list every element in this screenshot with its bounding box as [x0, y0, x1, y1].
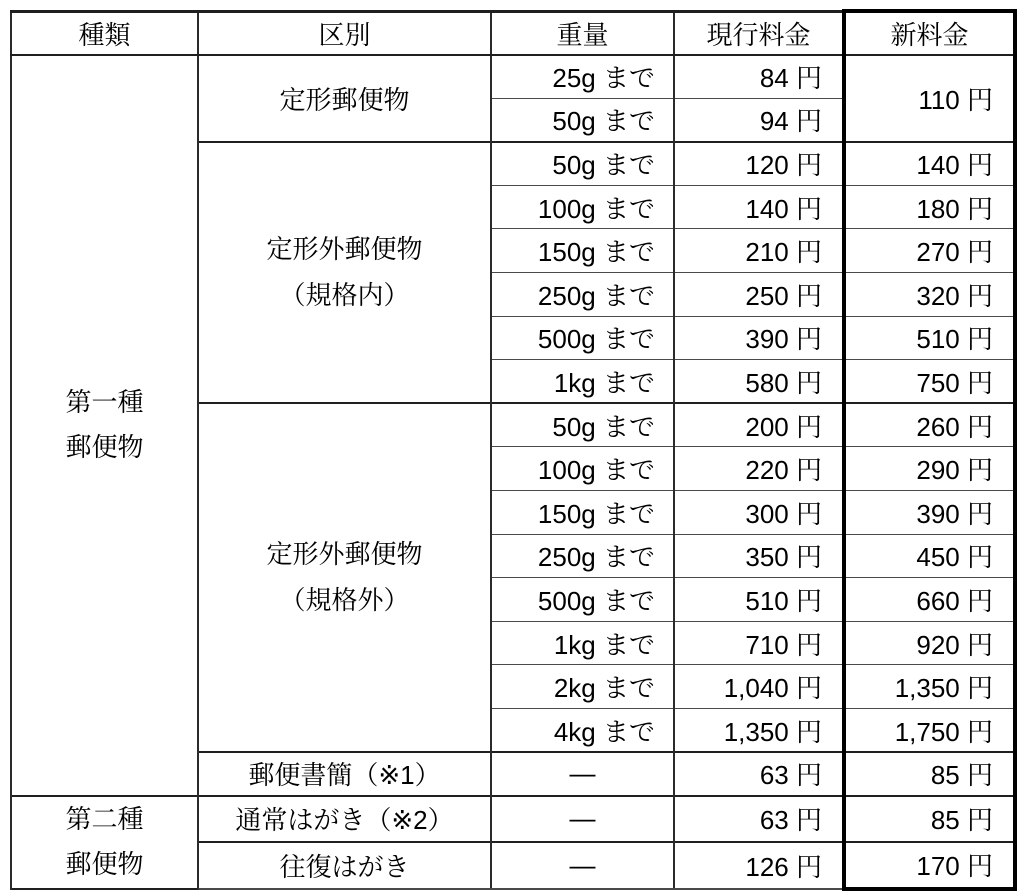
- cell-type-second-class: [11, 796, 198, 889]
- cell-weight: 1kg まで: [491, 621, 674, 665]
- type-second-line1: 第二種: [65, 803, 144, 834]
- cell-new-fee: 260 円: [844, 403, 1015, 447]
- cell-current-fee: 710 円: [674, 621, 844, 665]
- postal-rate-table: [10, 9, 1017, 891]
- cell-category-return-postcard: 往復はがき: [198, 842, 491, 889]
- header-cell-category: 区別: [198, 11, 491, 55]
- category-line1: 定形外郵便物: [266, 234, 423, 265]
- cell-current-fee: 390 円: [674, 316, 844, 360]
- cell-category-nonstandard-irregular: [198, 403, 491, 752]
- cell-category-letter-sheet: 郵便書簡（※1）: [198, 752, 491, 796]
- cell-current-fee: 200 円: [674, 403, 844, 447]
- cell-weight: —: [491, 752, 674, 796]
- cell-weight: 150g まで: [491, 229, 674, 273]
- cell-new-fee: 290 円: [844, 447, 1015, 491]
- cell-weight: —: [491, 842, 674, 889]
- cell-new-fee: 140 円: [844, 142, 1015, 186]
- cell-new-fee: 170 円: [844, 842, 1015, 889]
- category-line2: （規格外）: [279, 584, 410, 615]
- cell-new-fee: 510 円: [844, 316, 1015, 360]
- table-header-row: [11, 11, 1015, 55]
- type-first-line1: 第一種: [65, 386, 144, 417]
- cell-current-fee: 84 円: [674, 55, 844, 99]
- cell-current-fee: 1,350 円: [674, 709, 844, 753]
- cell-new-fee: 390 円: [844, 491, 1015, 535]
- table-row: [11, 796, 1015, 843]
- cell-category-nonstandard-regular: [198, 142, 491, 404]
- cell-current-fee: 350 円: [674, 534, 844, 578]
- cell-weight: 100g まで: [491, 185, 674, 229]
- cell-new-fee: 85 円: [844, 752, 1015, 796]
- cell-new-fee: 660 円: [844, 578, 1015, 622]
- cell-weight: 50g まで: [491, 403, 674, 447]
- cell-current-fee: 1,040 円: [674, 665, 844, 709]
- cell-new-fee: 270 円: [844, 229, 1015, 273]
- type-first-line2: 郵便物: [65, 432, 144, 463]
- cell-current-fee: 63 円: [674, 752, 844, 796]
- cell-weight: 500g まで: [491, 316, 674, 360]
- category-line2: （規格内）: [279, 279, 410, 310]
- postal-rate-table-container: [10, 9, 1017, 891]
- cell-new-fee: 450 円: [844, 534, 1015, 578]
- type-second-line2: 郵便物: [65, 849, 144, 880]
- cell-new-fee: 920 円: [844, 621, 1015, 665]
- cell-weight: 250g まで: [491, 273, 674, 317]
- cell-weight: 1kg まで: [491, 360, 674, 404]
- cell-weight: 250g まで: [491, 534, 674, 578]
- header-cell-current-fee: 現行料金: [674, 11, 844, 55]
- header-cell-weight: 重量: [491, 11, 674, 55]
- cell-weight: 150g まで: [491, 491, 674, 535]
- cell-type-first-class: [11, 55, 198, 796]
- cell-new-fee: 180 円: [844, 185, 1015, 229]
- header-cell-new-fee: 新料金: [844, 11, 1015, 55]
- cell-current-fee: 250 円: [674, 273, 844, 317]
- cell-weight: 50g まで: [491, 98, 674, 142]
- cell-current-fee: 120 円: [674, 142, 844, 186]
- cell-current-fee: 580 円: [674, 360, 844, 404]
- cell-category-regular-postcard: 通常はがき（※2）: [198, 796, 491, 843]
- cell-current-fee: 63 円: [674, 796, 844, 843]
- cell-current-fee: 510 円: [674, 578, 844, 622]
- cell-current-fee: 140 円: [674, 185, 844, 229]
- cell-current-fee: 300 円: [674, 491, 844, 535]
- cell-weight: 100g まで: [491, 447, 674, 491]
- cell-current-fee: 210 円: [674, 229, 844, 273]
- cell-weight: 25g まで: [491, 55, 674, 99]
- category-line1: 定形外郵便物: [266, 539, 423, 570]
- cell-new-fee: 320 円: [844, 273, 1015, 317]
- cell-current-fee: 220 円: [674, 447, 844, 491]
- cell-category-standard-mail: 定形郵便物: [198, 55, 491, 142]
- cell-current-fee: 94 円: [674, 98, 844, 142]
- table-row: [11, 55, 1015, 99]
- cell-weight: 4kg まで: [491, 709, 674, 753]
- cell-weight: 500g まで: [491, 578, 674, 622]
- cell-new-fee-merged: 110 円: [844, 55, 1015, 142]
- cell-weight: 50g まで: [491, 142, 674, 186]
- cell-new-fee: 750 円: [844, 360, 1015, 404]
- cell-weight: —: [491, 796, 674, 843]
- cell-new-fee: 1,350 円: [844, 665, 1015, 709]
- cell-new-fee: 1,750 円: [844, 709, 1015, 753]
- cell-weight: 2kg まで: [491, 665, 674, 709]
- cell-current-fee: 126 円: [674, 842, 844, 889]
- cell-new-fee: 85 円: [844, 796, 1015, 843]
- header-cell-type: 種類: [11, 11, 198, 55]
